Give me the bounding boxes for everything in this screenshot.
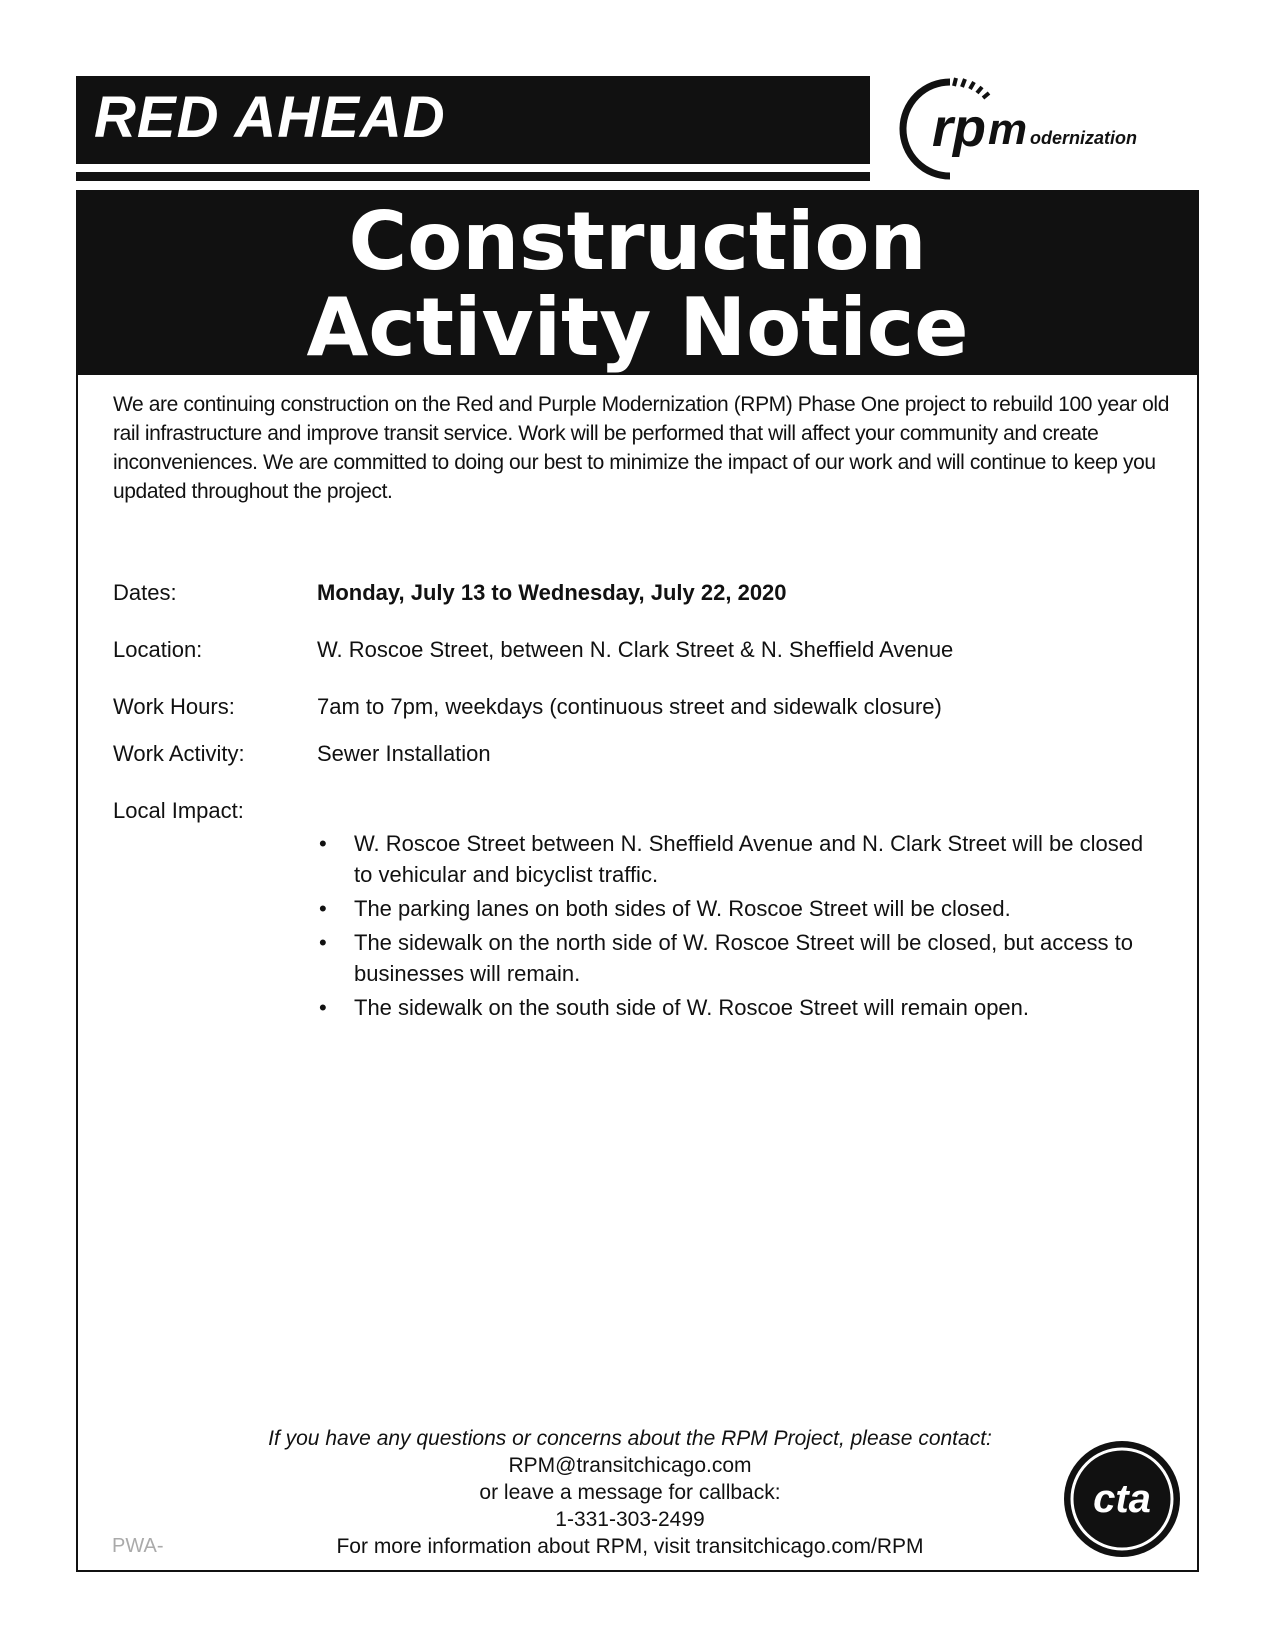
header-stripe [76,172,894,181]
bullet-icon: • [319,995,327,1020]
bullet-icon: • [319,930,327,955]
title-block [76,190,1199,375]
svg-text:rp: rp [932,98,986,158]
dates-label: Dates: [113,580,177,605]
red-ahead-logo: RED AHEAD [94,85,446,150]
list-item [317,927,1157,989]
bullet-icon: • [319,831,327,856]
work-activity-label: Work Activity: [113,741,245,766]
rpm-modernization-logo [870,76,1190,182]
impact-text: The parking lanes on both sides of W. Roscoe Street will be closed. [354,896,1011,921]
list-item [317,893,1157,924]
local-impact-list [317,828,1157,1026]
list-item [317,828,1157,890]
impact-text: The sidewalk on the north side of W. Roscoe Street will be closed, but access to businesses will remain. [354,930,1133,986]
location-label: Location: [113,637,203,662]
location-value: W. Roscoe Street, between N. Clark Street & N. Sheffield Avenue [317,637,954,662]
dates-value: Monday, July 13 to Wednesday, July 22, 2020 [317,580,787,605]
contact-footer [160,1425,1100,1560]
work-hours-label: Work Hours: [113,694,235,719]
work-activity-value: Sewer Installation [317,741,491,766]
contact-email[interactable]: RPM@transitchicago.com [508,1454,752,1477]
cta-logo [1062,1439,1182,1559]
contact-question: If you have any questions or concerns about the RPM Project, please contact: [268,1427,992,1450]
work-hours-value: 7am to 7pm, weekdays (continuous street and sidewalk closure) [317,694,942,719]
callback-text: or leave a message for callback: [479,1481,781,1504]
impact-text: The sidewalk on the south side of W. Roscoe Street will remain open. [354,995,1030,1020]
title-line-2: Activity Notice [306,281,969,374]
list-item [317,992,1157,1023]
contact-phone[interactable]: 1-331-303-2499 [555,1508,705,1531]
svg-text:m: m [988,105,1028,154]
impact-text: W. Roscoe Street between N. Sheffield Avenue and N. Clark Street will be closed to vehicular and bicyclist traffic. [354,831,1144,887]
local-impact-label: Local Impact: [113,798,244,823]
document-code: PWA- [112,1535,164,1557]
svg-text:cta: cta [1093,1477,1151,1521]
bullet-icon: • [319,896,327,921]
more-info-text: For more information about RPM, visit transitchicago.com/RPM [336,1535,924,1558]
svg-text:odernization: odernization [1030,128,1137,148]
title-line-1: Construction [348,195,927,288]
intro-paragraph: We are continuing construction on the Red and Purple Modernization (RPM) Phase One project to rebuild 100 year old rail infrastructure and improve transit service. Work will be performed that will affect your community and create inconveniences. We are committed to doing our best to minimize the impact of our work and will continue to keep you updated throughout the project. [113,393,1169,503]
